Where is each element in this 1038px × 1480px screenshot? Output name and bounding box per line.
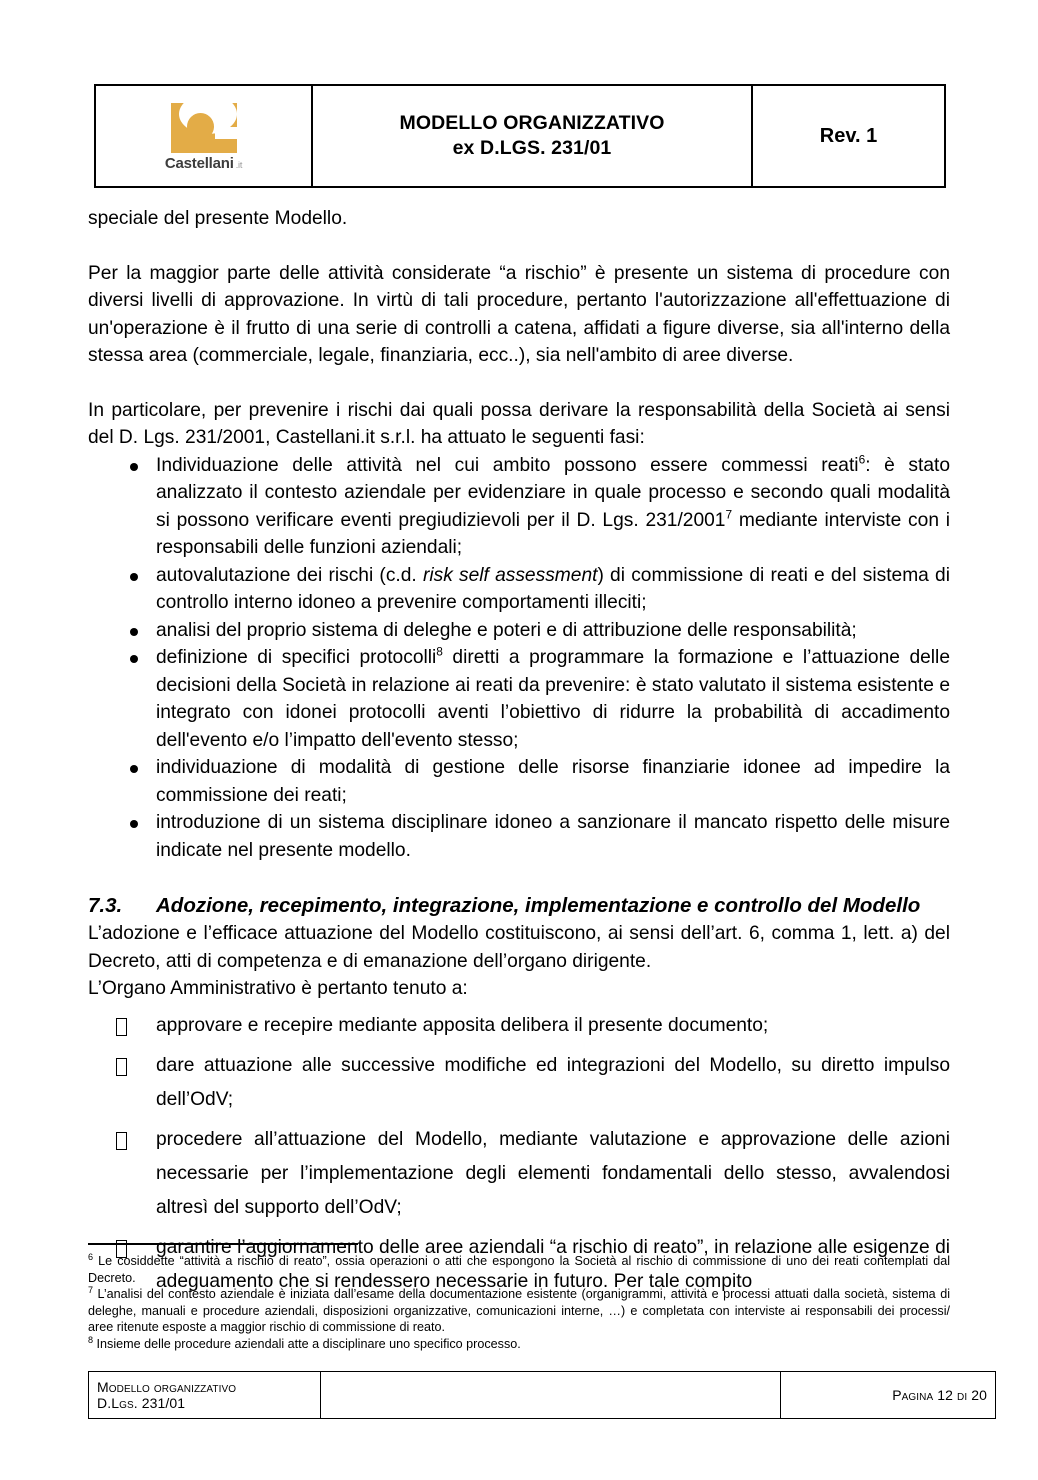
footnote-7: $^7$ L’analisi del contesto aziendale è iniziata dall’esame della documentazione esistente (organigrammi, attività e processi attuati dalla società, sistema di deleghe, manuali e procedure aziendali, disposizioni organizzative, comunicazioni interne, …) e completata con interviste ai responsabili dei processi/ aree ritenute esposte a maggior rischio di commissione di reato. bbox=[88, 1284, 950, 1334]
logo-wordmark-name: Castellani bbox=[164, 155, 234, 172]
logo-arc-inner bbox=[187, 113, 214, 140]
list-item: Individuazione delle attività nel cui ambito possono essere commessi reati$^6$: è stato analizzato il contesto aziendale per evidenziare in quale processo e secondo quali modalità si possono verificare eventi pregiudizievoli per il D. Lgs. 231/2001$^7$ mediante interviste con i responsabili delle funzioni aziendali; bbox=[88, 452, 950, 562]
paragraph-attivita-a-rischio: Per la maggior parte delle attività considerate “a rischio” è presente un sistema di procedure con diversi livelli di approvazione. In virtù di tali procedure, pertanto l'autorizzazione all'effettuazione di un'operazione è il frutto di una serie di controlli a catena, affidati a figure diverse, sia all'interno della stessa area (commerciale, legale, finanziaria, ecc..), sia nell'ambito di aree diverse. bbox=[88, 262, 950, 366]
footnote-6: $^6$ Le cosiddette “attività a rischio di reato”, ossia operazioni o atti che espongono la Società al rischio di commissione di uno dei reati contemplati dal Decreto. bbox=[88, 1251, 950, 1285]
section-number: 7.3. bbox=[88, 894, 123, 917]
footnote-8: $^8$ Insieme delle procedure aziendali atte a disciplinare uno specifico processo. bbox=[88, 1334, 521, 1351]
document-body bbox=[88, 205, 950, 1305]
footer-doc-reference: D.Lgs. 231/01 bbox=[97, 1395, 186, 1411]
header-document-title bbox=[313, 111, 751, 161]
list-item: autovalutazione dei rischi (c.d. risk self assessment) di commissione di reati e del sistema di controllo interno idoneo a prevenire comportamenti illeciti; bbox=[88, 562, 950, 617]
paragraph-in-particolare: In particolare, per prevenire i rischi dai quali possa derivare la responsabilità della Società ai sensi del D. Lgs. 231/2001, Castellani.it s.r.l. ha attuato le seguenti fasi: bbox=[88, 399, 950, 448]
logo-notch bbox=[215, 127, 237, 139]
paragraph-spacer-2 bbox=[88, 370, 950, 397]
logo-wordmark bbox=[165, 156, 242, 171]
list-item: introduzione di un sistema disciplinare idoneo a sanzionare il mancato rispetto delle misure indicate nel presente modello. bbox=[88, 809, 950, 864]
logo-wordmark-tld: .it bbox=[235, 160, 243, 170]
footer-page-number: Pagina 12 di 20 bbox=[892, 1387, 987, 1403]
fasi-bullet-list bbox=[88, 452, 950, 865]
footnote-separator-rule bbox=[88, 1243, 358, 1245]
footer-doc-title: Modello organizzativo bbox=[97, 1379, 237, 1395]
paragraph-continuation: speciale del presente Modello. bbox=[88, 208, 348, 229]
document-header-table bbox=[94, 84, 946, 188]
section-title: Adozione, recepimento, integrazione, implementazione e controllo del Modello bbox=[156, 894, 921, 917]
section-spacer bbox=[88, 864, 950, 891]
list-item: definizione di specifici protocolli$^8$ diretti a programmare la formazione e l’attuazione delle decisioni della Società in relazione ai reati da prevenire: è stato valutato il sistema esistente e integrato con idonei protocolli aventi l’obiettivo di ridurre la probabilità di accadimento dell'evento e/o l’impatto dell'evento stesso; bbox=[88, 644, 950, 754]
footer-middle-cell bbox=[321, 1372, 781, 1419]
header-title-line1: MODELLO ORGANIZZATIVO bbox=[399, 112, 665, 134]
paragraph-adozione-efficace: L’adozione e l’efficace attuazione del Modello costituiscono, ai sensi dell’art. 6, comma 1, lett. a) del Decreto, atti di competenza e di emanazione dell’organo dirigente. bbox=[88, 923, 950, 972]
castellani-logo-mark-icon bbox=[171, 103, 237, 153]
header-revision-label: Rev. 1 bbox=[819, 124, 878, 147]
list-item: analisi del proprio sistema di deleghe e poteri e di attribuzione delle responsabilità; bbox=[88, 617, 950, 645]
document-footer-table bbox=[88, 1371, 996, 1419]
list-item: approvare e recepire mediante apposita delibera il presente documento; bbox=[88, 1009, 950, 1043]
footer-page-cell bbox=[781, 1372, 996, 1419]
header-logo-cell bbox=[95, 85, 312, 187]
castellani-logo bbox=[165, 99, 242, 171]
footer-row bbox=[89, 1372, 996, 1419]
list-item: garantire l’aggiornamento delle aree aziendali “a rischio di reato”, in relazione alle esigenze di adeguamento che si rendessero necessarie in futuro. Per tale compito bbox=[88, 1231, 950, 1299]
paragraph-organo-amministrativo: L’Organo Amministrativo è pertanto tenuto a: bbox=[88, 978, 468, 999]
list-item: procedere all’attuazione del Modello, mediante valutazione e approvazione delle azioni necessarie per l’implementazione degli elementi fondamentali dello stesso, avvalendosi altresì del supporto dell’OdV; bbox=[88, 1123, 950, 1225]
section-heading-7-3 bbox=[88, 891, 950, 920]
footnotes-section bbox=[88, 1243, 950, 1352]
paragraph-spacer bbox=[88, 233, 950, 260]
header-title-line2: ex D.LGS. 231/01 bbox=[452, 137, 612, 159]
header-title-cell bbox=[312, 85, 752, 187]
list-item: individuazione di modalità di gestione delle risorse finanziarie idonee ad impedire la commissione dei reati; bbox=[88, 754, 950, 809]
header-revision-cell bbox=[752, 85, 945, 187]
header-row bbox=[95, 85, 945, 187]
footer-document-cell bbox=[89, 1372, 321, 1419]
list-item: dare attuazione alle successive modifiche ed integrazioni del Modello, su diretto impulso dell’OdV; bbox=[88, 1049, 950, 1117]
